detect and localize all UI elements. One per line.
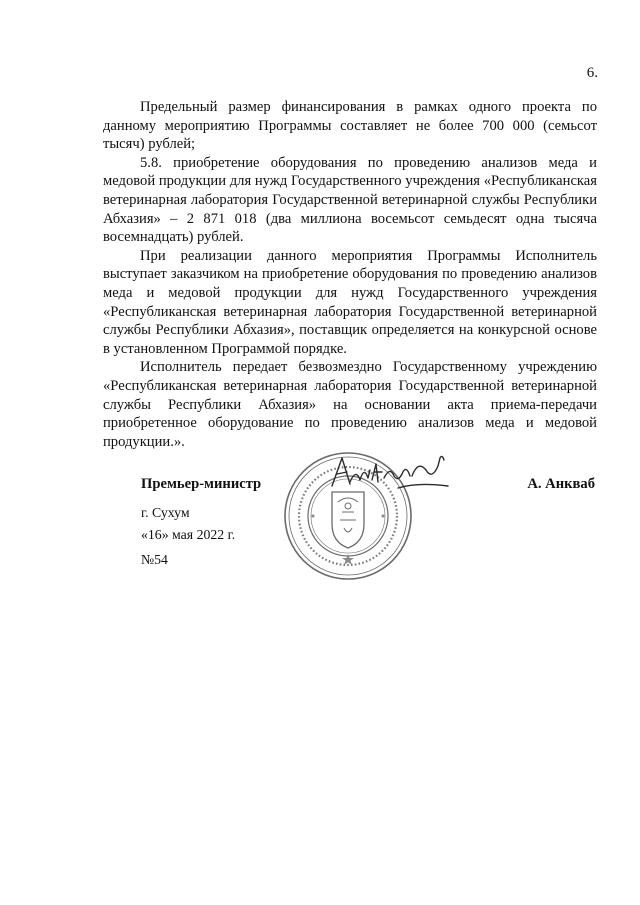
paragraph-transfer: Исполнитель передает безвозмездно Государственному учреждению «Республиканская ветеринарная лаборатория Государственной ветеринарной службы Республики Абхазия» на основании акта приема-передачи приобретенное оборудование по проведению анализов меда и медовой продукции.».: [103, 359, 597, 450]
paragraph-customer: При реализации данного мероприятия Программы Исполнитель выступает заказчиком на приобретение оборудования по проведению анализов меда и медовой продукции для нужд Государственного учреждения «Республиканская ветеринарная лаборатория Государственной ветеринарной службы Республики Абхазия», поставщик определяется на конкурсной основе в установленном Программой порядке.: [103, 247, 597, 357]
signature-row: [141, 476, 595, 496]
document-body: [103, 98, 597, 451]
document-number: №54: [141, 552, 168, 567]
page-number: 6.: [586, 65, 598, 81]
document-date: «16» мая 2022 г.: [141, 527, 236, 542]
signatory-name: А. Анкваб: [527, 476, 595, 492]
paragraph-funding-limit: Предельный размер финансирования в рамках одного проекта по данному мероприятию Программы составляет не более 700 000 (семьсот тысяч) рублей;: [103, 99, 597, 153]
signatory-title: Премьер-министр: [141, 476, 262, 492]
paragraph-item-5-8: 5.8. приобретение оборудования по проведению анализов меда и медовой продукции для нужд Государственного учреждения «Республиканская ветеринарная лаборатория Государственной ветеринарной службы Республики Абхазия» – 2 871 018 (два миллиона восемьсот семьдесят одна тысяча восемнадцать) рублей.: [103, 154, 597, 246]
document-place: г. Сухум: [141, 505, 190, 520]
